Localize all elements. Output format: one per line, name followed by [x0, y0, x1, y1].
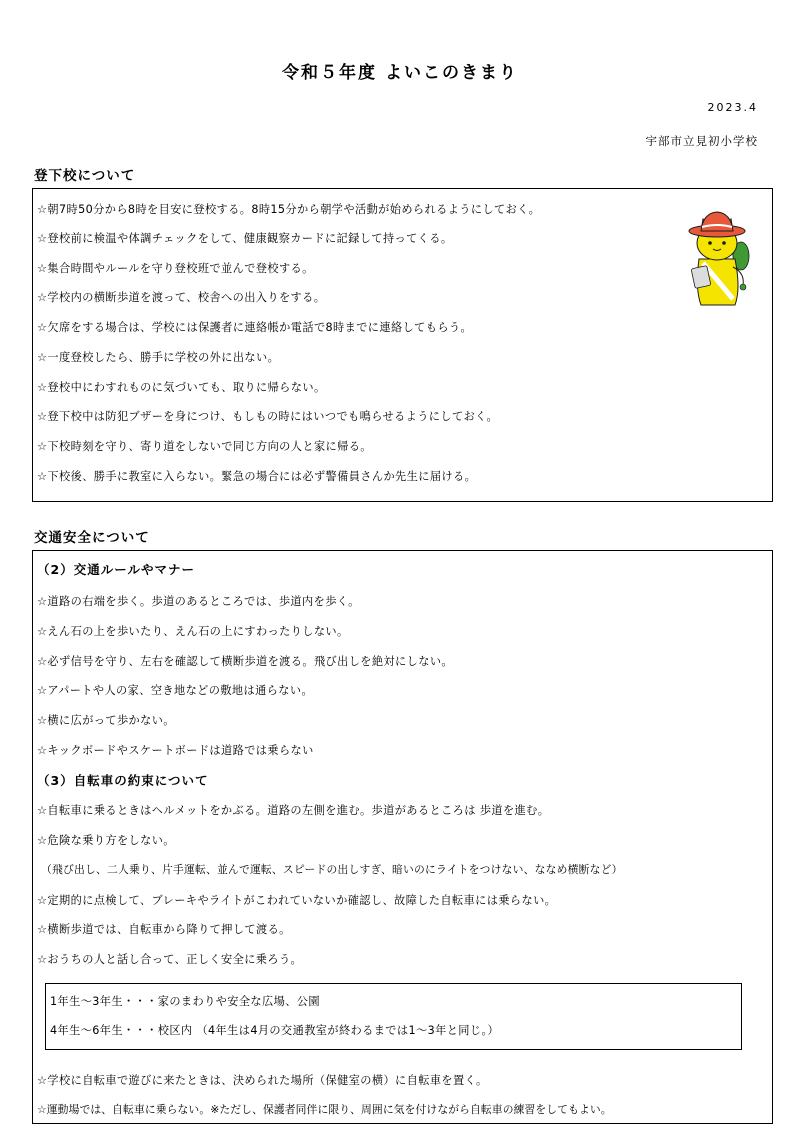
- document-title: 令和５年度 よいこのきまり: [282, 63, 518, 83]
- list-item: ☆集合時間やルールを守り登校班で並んで登校する。: [37, 262, 314, 275]
- list-item: （飛び出し、二人乗り、片手運転、並んで運転、スピードの出しすぎ、暗いのにライトをつけない、ななめ横断など）: [41, 863, 623, 876]
- commute-rules-box: [32, 188, 773, 502]
- list-item: ☆学校に自転車で遊びに来たときは、決められた場所（保健室の横）に自転車を置く。: [37, 1074, 488, 1087]
- riding-area-grades-1-3: 1年生～3年生・・・家のまわりや安全な広場、公園: [50, 995, 320, 1008]
- list-item: ☆横に広がって歩かない。: [37, 714, 175, 727]
- commute-section-heading: 登下校について: [34, 168, 136, 184]
- traffic-section-heading: 交通安全について: [34, 530, 150, 546]
- list-item: ☆横断歩道では、自転車から降りて押して渡る。: [37, 923, 291, 936]
- list-item: ☆必ず信号を守り、左右を確認して横断歩道を渡る。飛び出しを絶対にしない。: [37, 655, 453, 668]
- list-item: ☆朝7時50分から8時を目安に登校する。8時15分から朝学や活動が始められるようにしておく。: [37, 203, 541, 216]
- traffic-rules-box: [32, 550, 773, 1124]
- list-item: ☆運動場では、自転車に乗らない。※ただし、保護者同伴に限り、周囲に気を付けながら自転車の練習をしてもよい。: [37, 1103, 612, 1116]
- riding-area-box: [45, 983, 742, 1050]
- traffic-rules-heading: （2）交通ルールやマナー: [37, 562, 195, 577]
- list-item: ☆学校内の横断歩道を渡って、校舎への出入りをする。: [37, 291, 326, 304]
- list-item: ☆自転車に乗るときはヘルメットをかぶる。道路の左側を進む。歩道があるところは 歩道を進む。: [37, 804, 550, 817]
- list-item: ☆キックボードやスケートボードは道路では乗らない: [37, 744, 314, 757]
- list-item: ☆おうちの人と話し合って、正しく安全に乗ろう。: [37, 953, 303, 966]
- list-item: ☆欠席をする場合は、学校には保護者に連絡帳か電話で8時までに連絡してもらう。: [37, 321, 473, 334]
- list-item: ☆下校時刻を守り、寄り道をしないで同じ方向の人と家に帰る。: [37, 440, 372, 453]
- school-name: 宇部市立見初小学校: [645, 134, 758, 148]
- list-item: ☆えん石の上を歩いたり、えん石の上にすわったりしない。: [37, 625, 349, 638]
- list-item: ☆定期的に点検して、ブレーキやライトがこわれていないか確認し、故障した自転車には乗らない。: [37, 894, 557, 907]
- bicycle-rules-heading: （3）自転車の約束について: [37, 773, 209, 788]
- list-item: ☆下校後、勝手に教室に入らない。緊急の場合には必ず警備員さんか先生に届ける。: [37, 470, 477, 483]
- list-item: ☆一度登校したら、勝手に学校の外に出ない。: [37, 351, 280, 364]
- list-item: ☆登校中にわすれものに気づいても、取りに帰らない。: [37, 381, 326, 394]
- list-item: ☆アパートや人の家、空き地などの敷地は通らない。: [37, 684, 314, 697]
- list-item: ☆登下校中は防犯ブザーを身につけ、もしもの時にはいつでも鳴らせるようにしておく。: [37, 410, 499, 423]
- list-item: ☆登校前に検温や体調チェックをして、健康観察カードに記録して持ってくる。: [37, 232, 453, 245]
- document-date: 2023.4: [707, 101, 758, 114]
- riding-area-grades-4-6: 4年生～6年生・・・校区内 （4年生は4月の交通教室が終わるまでは1～3年と同じ。）: [50, 1024, 500, 1037]
- list-item: ☆道路の右端を歩く。歩道のあるところでは、歩道内を歩く。: [37, 595, 360, 608]
- mascot-illustration: [673, 201, 763, 309]
- list-item: ☆危険な乗り方をしない。: [37, 834, 175, 847]
